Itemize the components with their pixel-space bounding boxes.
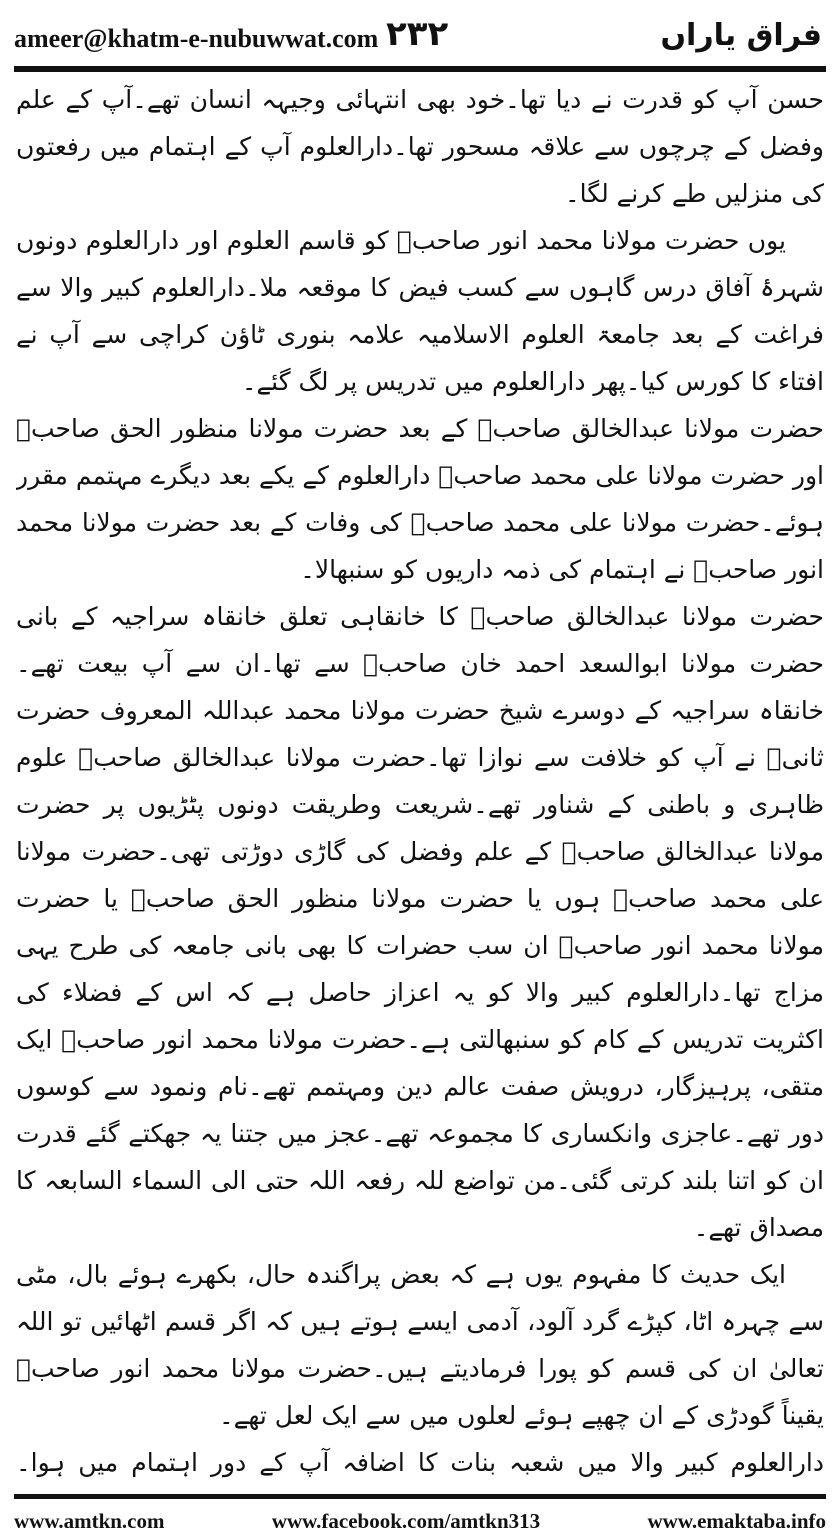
paragraph: حضرت مولانا عبدالخالق صاحبؒ کے بعد حضرت مولانا منظور الحق صاحبؒ اور حضرت مولانا علی محمد صاحبؒ دارالعلوم کے یکے بعد دیگرے مہتمم مقرر ہوئے۔حضرت مولانا علی محمد صاحبؒ کی وفات کے بعد حضرت مولانا محمد انور صاحبؒ نے اہتمام کی ذمہ داریوں کو سنبھالا۔ (16, 414, 824, 584)
paragraph: یوں حضرت مولانا محمد انور صاحبؒ کو قاسم العلوم اور دارالعلوم دونوں شہرۂ آفاق درس گاہوں سے کسب فیض کا موقعہ ملا۔دارالعلوم کبیر والا سے فراغت کے بعد جامعۃ العلوم الاسلامیہ علامہ بنوری ٹاؤن کراچی سے آپ نے افتاء کا کورس کیا۔پھر دارالعلوم میں تدریس پر لگ گئے۔ (16, 226, 824, 396)
paragraph: ایک حدیث کا مفہوم یوں ہے کہ بعض پراگندہ حال، بکھرے ہوئے بال، مٹی سے چہرہ اٹا، کپڑے گرد آلود، آدمی ایسے ہوتے ہیں کہ اگر قسم اٹھائیں تو اللہ تعالیٰ ان کی قسم کو پورا فرمادیتے ہیں۔حضرت مولانا محمد انور صاحبؒ یقیناً گودڑی کے ان چھپے ہوئے لعلوں میں سے ایک لعل تھے۔ (16, 1260, 824, 1430)
footer-link-emaktaba[interactable]: www.emaktaba.info (647, 1508, 826, 1533)
page-header (0, 0, 840, 72)
paragraph: حضرت مولانا عبدالخالق صاحبؒ کا خانقاہی تعلق خانقاہ سراجیہ کے بانی حضرت مولانا ابوالسعد احمد خان صاحبؒ سے تھا۔ان سے آپ بیعت تھے۔خانقاہ سراجیہ کے دوسرے شیخ حضرت مولانا محمد عبداللہ المعروف حضرت ثانیؒ نے آپ کو خلافت سے نوازا تھا۔حضرت مولانا عبدالخالق صاحبؒ علوم ظاہری و باطنی کے شناور تھے۔شریعت وطریقت دونوں پٹڑیوں پر حضرت مولانا عبدالخالق صاحبؒ کے علم وفضل کی گاڑی دوڑتی تھی۔حضرت مولانا علی محمد صاحبؒ ہوں یا حضرت مولانا منظور الحق صاحبؒ یا حضرت مولانا محمد انور صاحبؒ ان سب حضرات کا بھی بانی جامعہ کی طرح یہی مزاج تھا۔دارالعلوم کبیر والا کو یہ اعزاز حاصل ہے کہ اس کے فضلاء کی اکثریت تدریس کے کام کو سنبھالتی ہے۔حضرت مولانا محمد انور صاحبؒ ایک متقی، پرہیزگار، درویش صفت عالم دین ومہتمم تھے۔نام ونمود سے کوسوں دور تھے۔عاجزی وانکساری کا مجموعہ تھے۔عجز میں جتنا یہ جھکتے گئے قدرت ان کو اتنا بلند کرتی گئی۔من تواضع للہ رفعہ اللہ حتی الی السماء السابعہ کا مصداق تھے۔ (16, 602, 824, 1242)
body-text (16, 76, 824, 1484)
footer-link-amtkn[interactable]: www.amtkn.com (14, 1508, 165, 1533)
page-number: ۲۳۲ (386, 14, 449, 54)
page-footer (14, 1506, 826, 1536)
header-email: ameer@khatm-e-nubuwwat.com (14, 24, 379, 53)
book-title: فراق یاراں (660, 18, 822, 53)
footer-rule (14, 1494, 826, 1499)
paragraph: حسن آپ کو قدرت نے دیا تھا۔خود بھی انتہائی وجیہہ انسان تھے۔آپ کے علم وفضل کے چرچوں سے علاقہ مسحور تھا۔دارالعلوم آپ کے اہتمام میں رفعتوں کی منزلیں طے کرنے لگا۔ (16, 85, 824, 208)
paragraph: دارالعلوم کبیر والا میں شعبہ بنات کا اضافہ آپ کے دور اہتمام میں ہوا۔ (16, 1448, 824, 1477)
footer-link-facebook[interactable]: www.facebook.com/amtkn313 (271, 1508, 541, 1533)
header-rule (14, 66, 826, 72)
